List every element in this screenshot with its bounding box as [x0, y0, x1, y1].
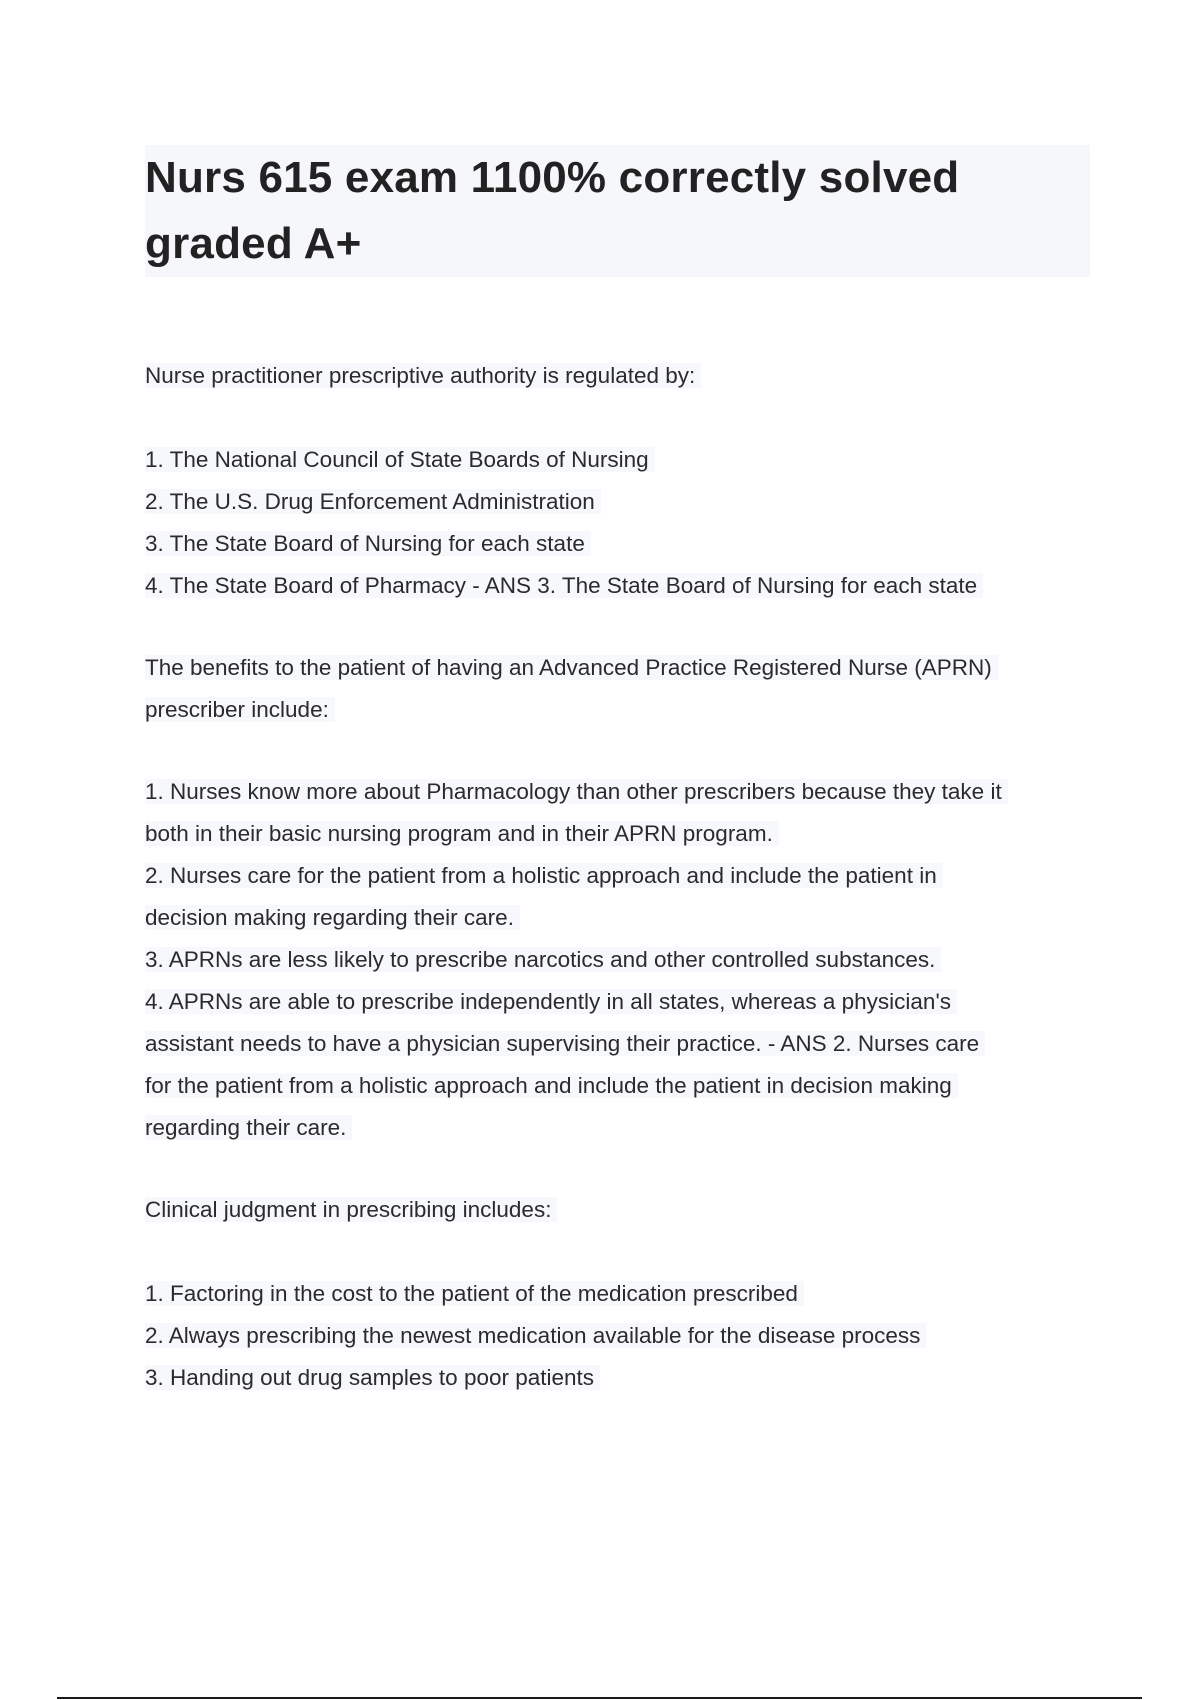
answer-option: 1. Nurses know more about Pharmacology than other prescribers because they take it — [145, 771, 1105, 813]
answer-option: 3. APRNs are less likely to prescribe narcotics and other controlled substances. — [145, 939, 1105, 981]
title-line-2: graded A+ — [145, 219, 362, 268]
document-body — [145, 355, 1105, 1399]
answer-option: 4. APRNs are able to prescribe independently in all states, whereas a physician's — [145, 981, 1105, 1023]
answer-option: both in their basic nursing program and in their APRN program. — [145, 813, 1105, 855]
answer-option: 2. The U.S. Drug Enforcement Administration — [145, 481, 1105, 523]
answer-option: 1. The National Council of State Boards of Nursing — [145, 439, 1105, 481]
answer-option: for the patient from a holistic approach and include the patient in decision making — [145, 1065, 1105, 1107]
title-line-1: Nurs 615 exam 1100% correctly solved — [145, 153, 960, 202]
answer-option: 4. The State Board of Pharmacy - ANS 3. The State Board of Nursing for each state — [145, 565, 1105, 607]
answer-option: 1. Factoring in the cost to the patient of the medication prescribed — [145, 1273, 1105, 1315]
footer-divider — [57, 1697, 1142, 1699]
answer-option: 3. Handing out drug samples to poor patients — [145, 1357, 1105, 1399]
answer-option: decision making regarding their care. — [145, 897, 1105, 939]
question-text: The benefits to the patient of having an Advanced Practice Registered Nurse (APRN) — [145, 647, 1105, 689]
question-text: Clinical judgment in prescribing includes: — [145, 1189, 1105, 1231]
answer-option: 2. Nurses care for the patient from a holistic approach and include the patient in — [145, 855, 1105, 897]
document-title — [145, 145, 1090, 277]
answer-option: 3. The State Board of Nursing for each state — [145, 523, 1105, 565]
answer-option: assistant needs to have a physician supervising their practice. - ANS 2. Nurses care — [145, 1023, 1105, 1065]
question-text: prescriber include: — [145, 689, 1105, 731]
question-text: Nurse practitioner prescriptive authority is regulated by: — [145, 355, 1105, 397]
answer-option: 2. Always prescribing the newest medication available for the disease process — [145, 1315, 1105, 1357]
answer-option: regarding their care. — [145, 1107, 1105, 1149]
